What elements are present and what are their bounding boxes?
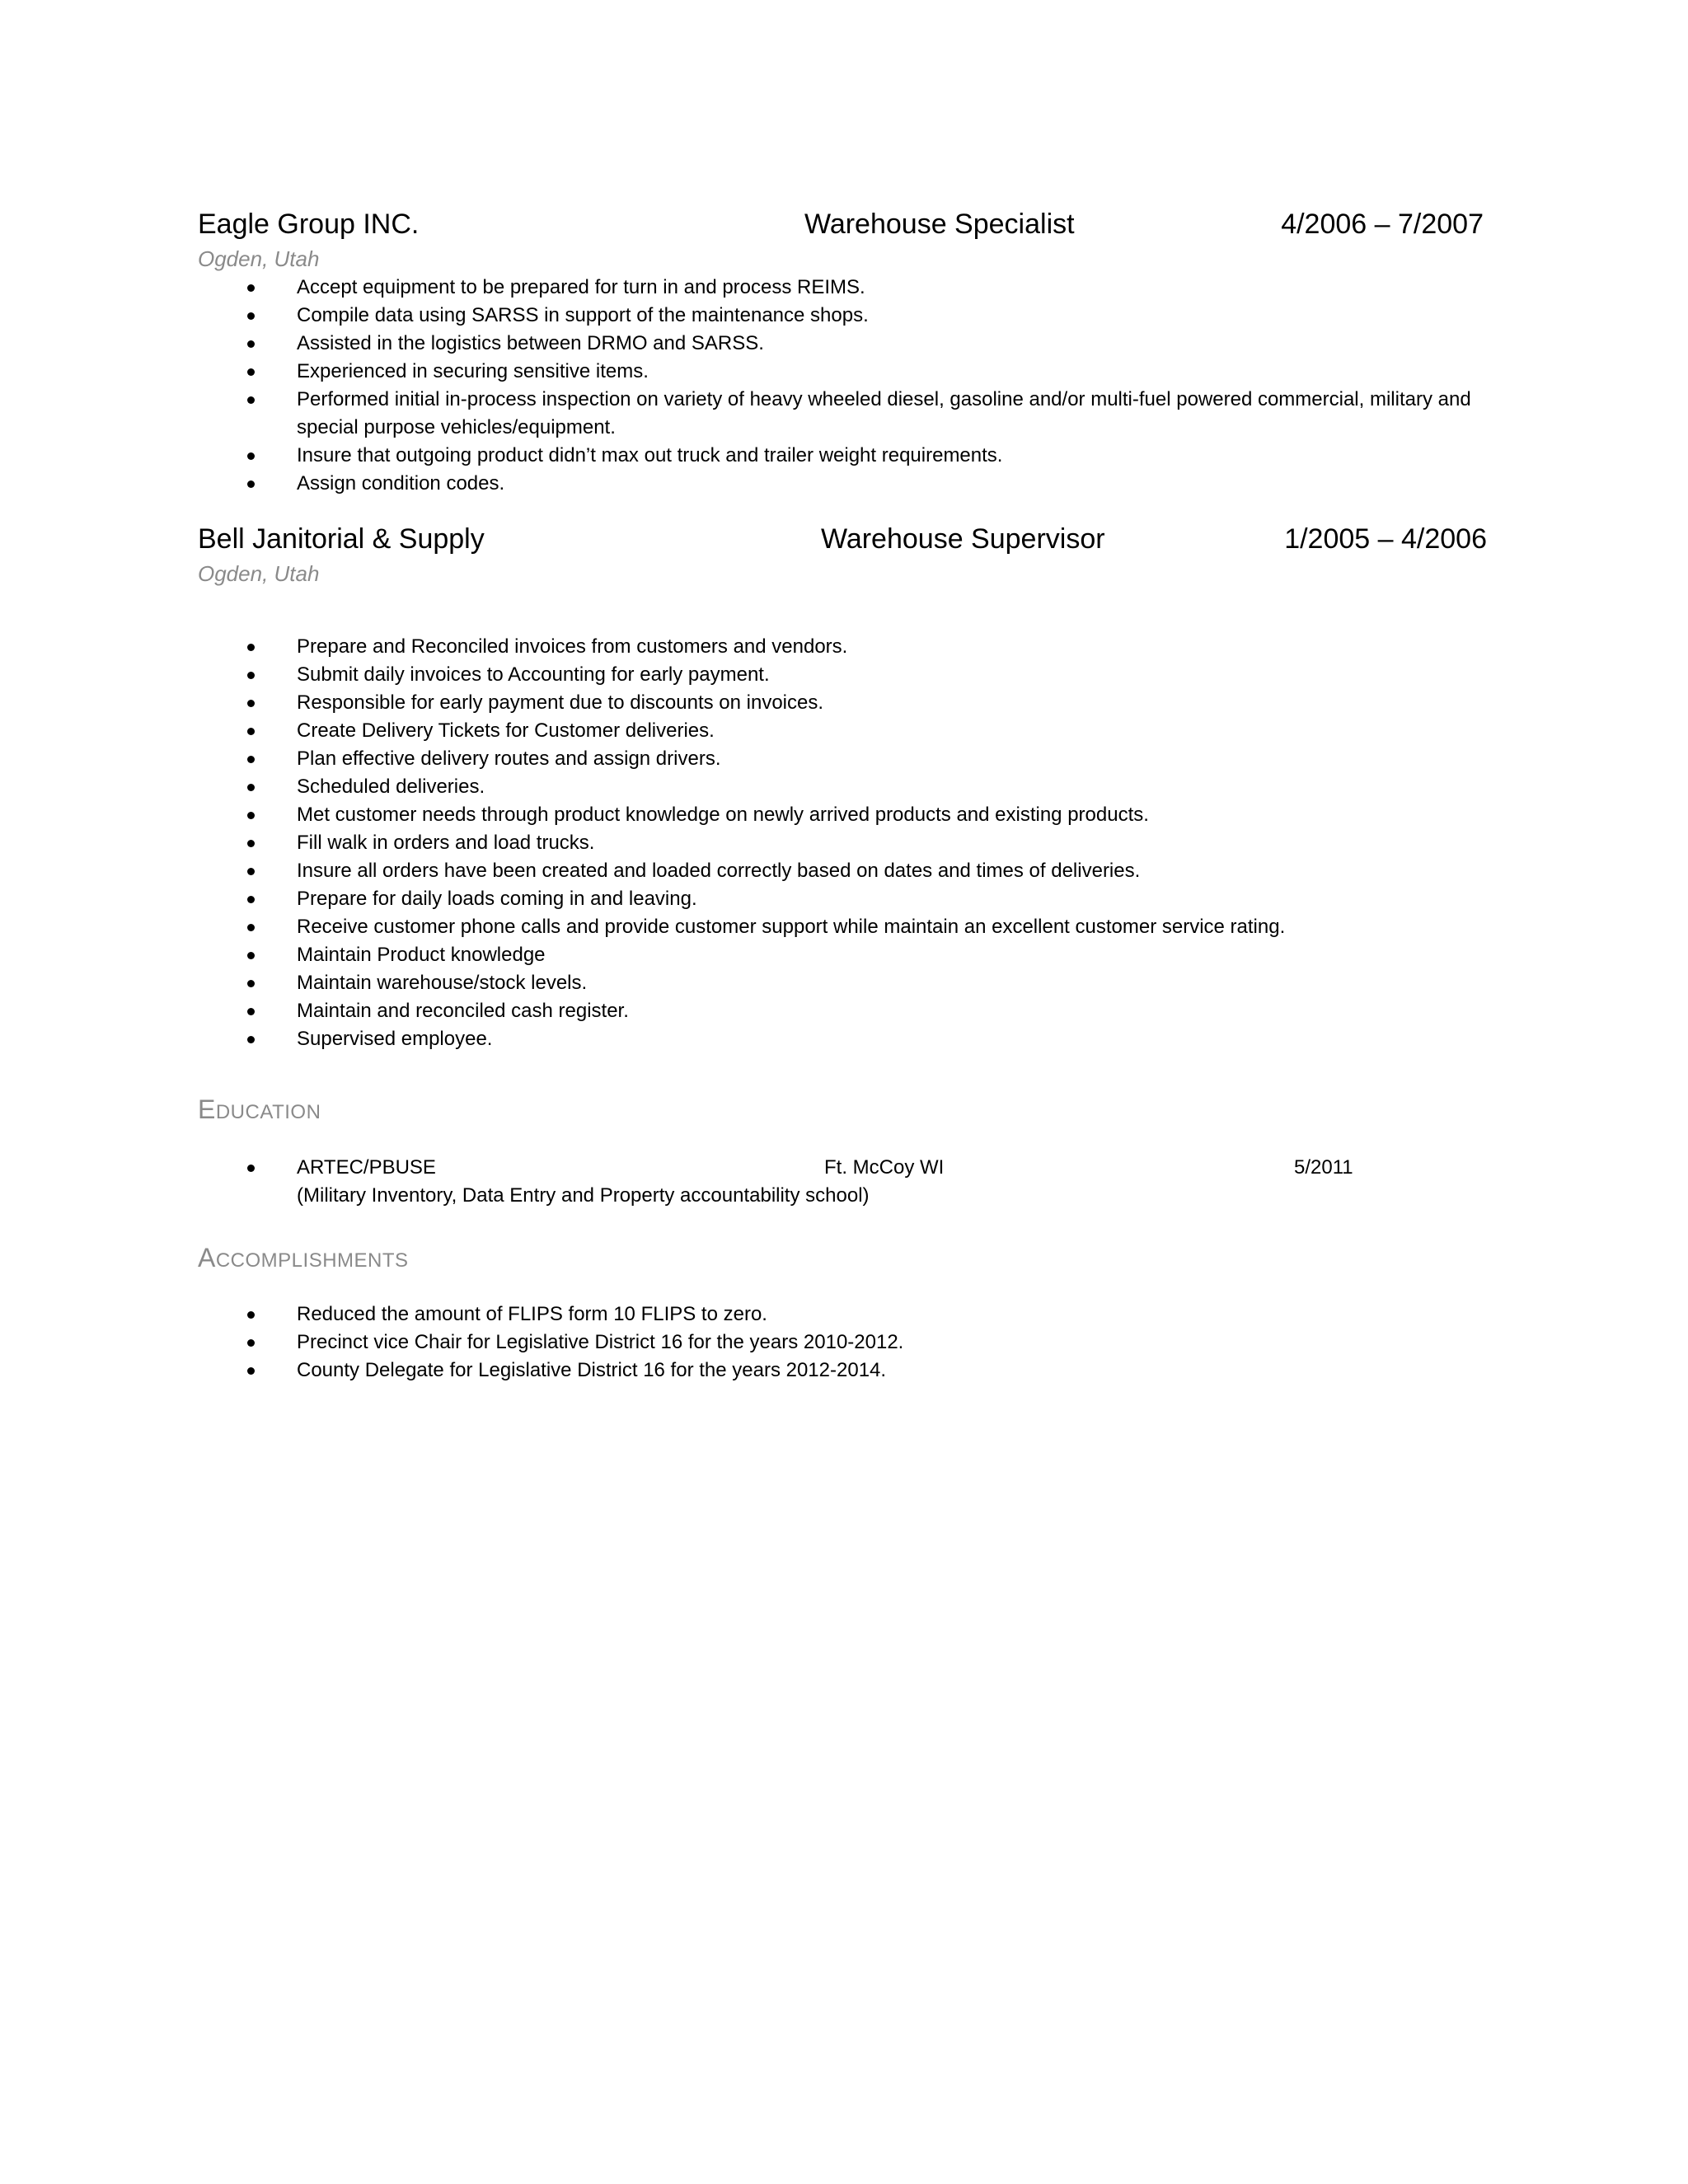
bullet-icon	[247, 840, 255, 847]
bullet-icon	[247, 756, 255, 763]
education-list	[198, 1154, 1484, 1210]
list-item: Compile data using SARSS in support of the maintenance shops.	[198, 302, 1484, 330]
job-entry-eagle-group	[198, 204, 1484, 498]
job-dates: 4/2006 – 7/2007	[1281, 209, 1484, 240]
company-name: Eagle Group INC.	[198, 209, 420, 240]
education-heading: EDUCATION	[198, 1094, 321, 1124]
job-dates: 1/2005 – 4/2006	[1284, 523, 1487, 555]
list-item: Maintain and reconciled cash register.	[198, 997, 1484, 1025]
job-location: Ogden, Utah	[198, 246, 320, 271]
bullet-icon	[247, 368, 255, 376]
school-name: ARTEC/PBUSE	[297, 1156, 436, 1179]
bullet-icon	[247, 1367, 255, 1375]
list-item: Insure all orders have been created and loaded correctly based on dates and times of deliveries.	[198, 857, 1484, 885]
list-item: Met customer needs through product knowledge on newly arrived products and existing products.	[198, 801, 1484, 829]
list-item: Reduced the amount of FLIPS form 10 FLIPS to zero.	[198, 1301, 1484, 1329]
list-item: County Delegate for Legislative District 16 for the years 2012-2014.	[198, 1357, 1484, 1385]
job-entry-bell-janitorial	[198, 519, 1487, 1053]
bullet-icon	[247, 1008, 255, 1015]
list-item	[198, 1154, 1484, 1210]
school-location: Ft. McCoy WI	[824, 1156, 945, 1179]
bullet-icon	[247, 672, 255, 679]
bullet-icon	[247, 924, 255, 931]
bullet-icon	[247, 312, 255, 320]
list-item: Assign condition codes.	[198, 470, 1484, 498]
job-duties-list	[198, 274, 1484, 498]
bullet-icon	[247, 644, 255, 651]
education-row	[297, 1154, 1484, 1182]
list-item: Scheduled deliveries.	[198, 773, 1484, 801]
list-item: Prepare and Reconciled invoices from customers and vendors.	[198, 633, 1484, 661]
bullet-icon	[247, 340, 255, 348]
bullet-icon	[247, 812, 255, 819]
list-item: Maintain Product knowledge	[198, 941, 1484, 969]
list-item: Fill walk in orders and load trucks.	[198, 829, 1484, 857]
bullet-icon	[247, 700, 255, 707]
list-item: Submit daily invoices to Accounting for early payment.	[198, 661, 1484, 689]
list-item: Plan effective delivery routes and assign drivers.	[198, 745, 1484, 773]
bullet-icon	[247, 1165, 255, 1172]
education-section	[198, 1154, 1484, 1210]
list-item: Experienced in securing sensitive items.	[198, 358, 1484, 386]
bullet-icon	[247, 1311, 255, 1319]
bullet-icon	[247, 980, 255, 987]
company-name: Bell Janitorial & Supply	[198, 523, 485, 555]
bullet-icon	[247, 396, 255, 404]
bullet-icon	[247, 728, 255, 735]
bullet-icon	[247, 1339, 255, 1347]
bullet-icon	[247, 452, 255, 460]
job-header	[198, 519, 1487, 559]
job-location: Ogden, Utah	[198, 561, 320, 586]
education-date: 5/2011	[1294, 1156, 1353, 1179]
list-item: Precinct vice Chair for Legislative District 16 for the years 2010-2012.	[198, 1329, 1484, 1357]
job-title: Warehouse Supervisor	[821, 523, 1105, 555]
list-item: Supervised employee.	[198, 1025, 1484, 1053]
list-item: Create Delivery Tickets for Customer deliveries.	[198, 717, 1484, 745]
bullet-icon	[247, 952, 255, 959]
bullet-icon	[247, 784, 255, 791]
bullet-icon	[247, 868, 255, 875]
job-duties-list	[198, 633, 1484, 1053]
accomplishments-list	[198, 1301, 1484, 1385]
bullet-icon	[247, 1036, 255, 1043]
accomplishments-heading: ACCOMPLISHMENTS	[198, 1243, 409, 1272]
job-header	[198, 204, 1484, 244]
education-note: (Military Inventory, Data Entry and Property accountability school)	[297, 1184, 870, 1207]
job-title: Warehouse Specialist	[804, 209, 1075, 240]
list-item: Insure that outgoing product didn’t max out truck and trailer weight requirements.	[198, 442, 1484, 470]
list-item: Assisted in the logistics between DRMO and SARSS.	[198, 330, 1484, 358]
list-item: Receive customer phone calls and provide customer support while maintain an excellent customer service rating.	[198, 913, 1484, 941]
bullet-icon	[247, 896, 255, 903]
bullet-icon	[247, 480, 255, 488]
bullet-icon	[247, 284, 255, 292]
list-item: Responsible for early payment due to discounts on invoices.	[198, 689, 1484, 717]
list-item: Performed initial in-process inspection on variety of heavy wheeled diesel, gasoline and/or multi-fuel powered commercial, military and special purpose vehicles/equipment.	[198, 386, 1484, 442]
list-item: Prepare for daily loads coming in and leaving.	[198, 885, 1484, 913]
list-item: Maintain warehouse/stock levels.	[198, 969, 1484, 997]
accomplishments-section	[198, 1301, 1484, 1385]
list-item: Accept equipment to be prepared for turn in and process REIMS.	[198, 274, 1484, 302]
